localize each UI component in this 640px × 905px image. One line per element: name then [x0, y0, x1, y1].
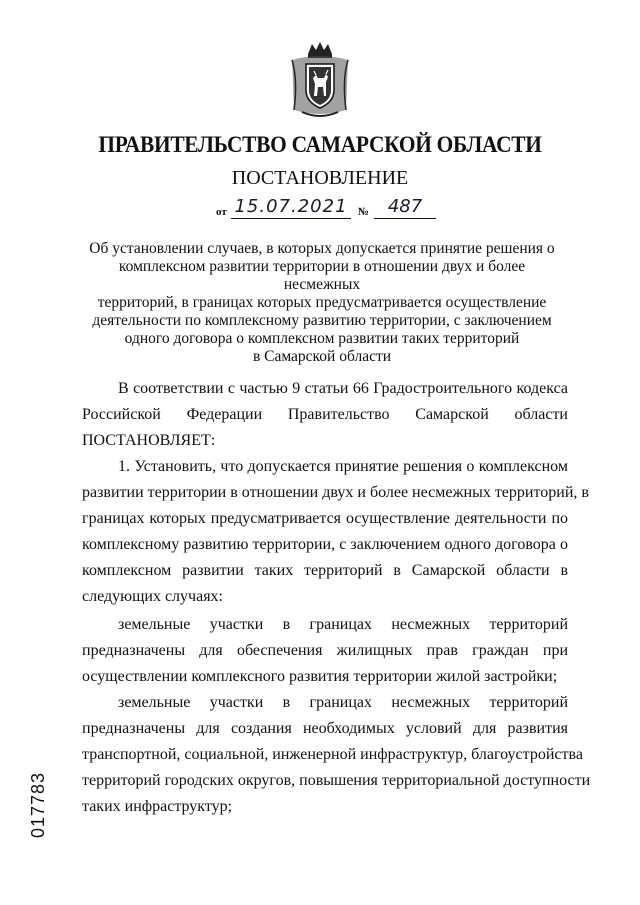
document-type: ПОСТАНОВЛЕНИЕ — [231, 167, 409, 189]
paragraph-case-1 — [82, 612, 568, 690]
document-subject — [82, 240, 562, 366]
government-title: ПРАВИТЕЛЬСТВО САМАРСКОЙ ОБЛАСТИ — [98, 132, 542, 157]
text-line: комплексном развитии таких территорий в Самарской области в — [82, 562, 568, 579]
date-prefix: от — [216, 206, 227, 218]
text-line: границах которых предусматривается осуществление деятельности по — [82, 510, 568, 527]
text-line: ПОСТАНОВЛЯЕТ: — [82, 432, 216, 449]
text-line: земельные участки в границах несмежных территорий — [118, 616, 568, 633]
paragraph-preamble — [82, 376, 568, 454]
text-line: территорий городских округов, повышения территориальной доступности — [82, 772, 591, 789]
text-line: следующих случаях: — [82, 588, 223, 605]
serial-number: 017783 — [28, 771, 48, 838]
date-number-line — [216, 196, 436, 222]
paragraph-case-2 — [82, 690, 591, 820]
text-line: предназначены для обеспечения жилищных прав граждан при — [82, 642, 568, 659]
text-line: 1. Установить, что допускается принятие решения о комплексном — [118, 458, 568, 475]
text-line: осуществлении комплексного развития территории жилой застройки; — [82, 668, 558, 685]
coat-of-arms-icon — [288, 40, 352, 120]
subject-line: в Самарской области — [252, 348, 392, 365]
subject-line: территорий, в границах которых предусматривается осуществление — [97, 294, 547, 311]
paragraph-item-1 — [82, 454, 589, 610]
document-number: 487 — [374, 196, 436, 219]
text-line: развитии территории в отношении двух и более несмежных территорий, в — [82, 484, 589, 501]
subject-line: Об установлении случаев, в которых допускается принятие решения о — [89, 240, 555, 257]
text-line: комплексному развитию территории, с заключением одного договора о — [82, 536, 568, 553]
text-line: Российской Федерации Правительство Самарской области — [82, 406, 568, 423]
subject-line: одного договора о комплексном развитии таких территорий — [124, 330, 520, 347]
text-line: таких инфраструктур; — [82, 798, 233, 815]
text-line: транспортной, социальной, инженерной инфраструктур, благоустройства — [82, 746, 583, 763]
text-line: предназначены для создания необходимых условий для развития — [82, 720, 568, 737]
text-line: земельные участки в границах несмежных территорий — [118, 694, 568, 711]
document-date: 15.07.2021 — [231, 196, 351, 219]
subject-line: комплексном развитии территории в отношении двух и более несмежных — [118, 258, 526, 293]
subject-line: деятельности по комплексному развитию территории, с заключением — [92, 312, 552, 329]
number-label: № — [358, 206, 370, 218]
text-line: В соответствии с частью 9 статьи 66 Градостроительного кодекса — [118, 380, 568, 397]
